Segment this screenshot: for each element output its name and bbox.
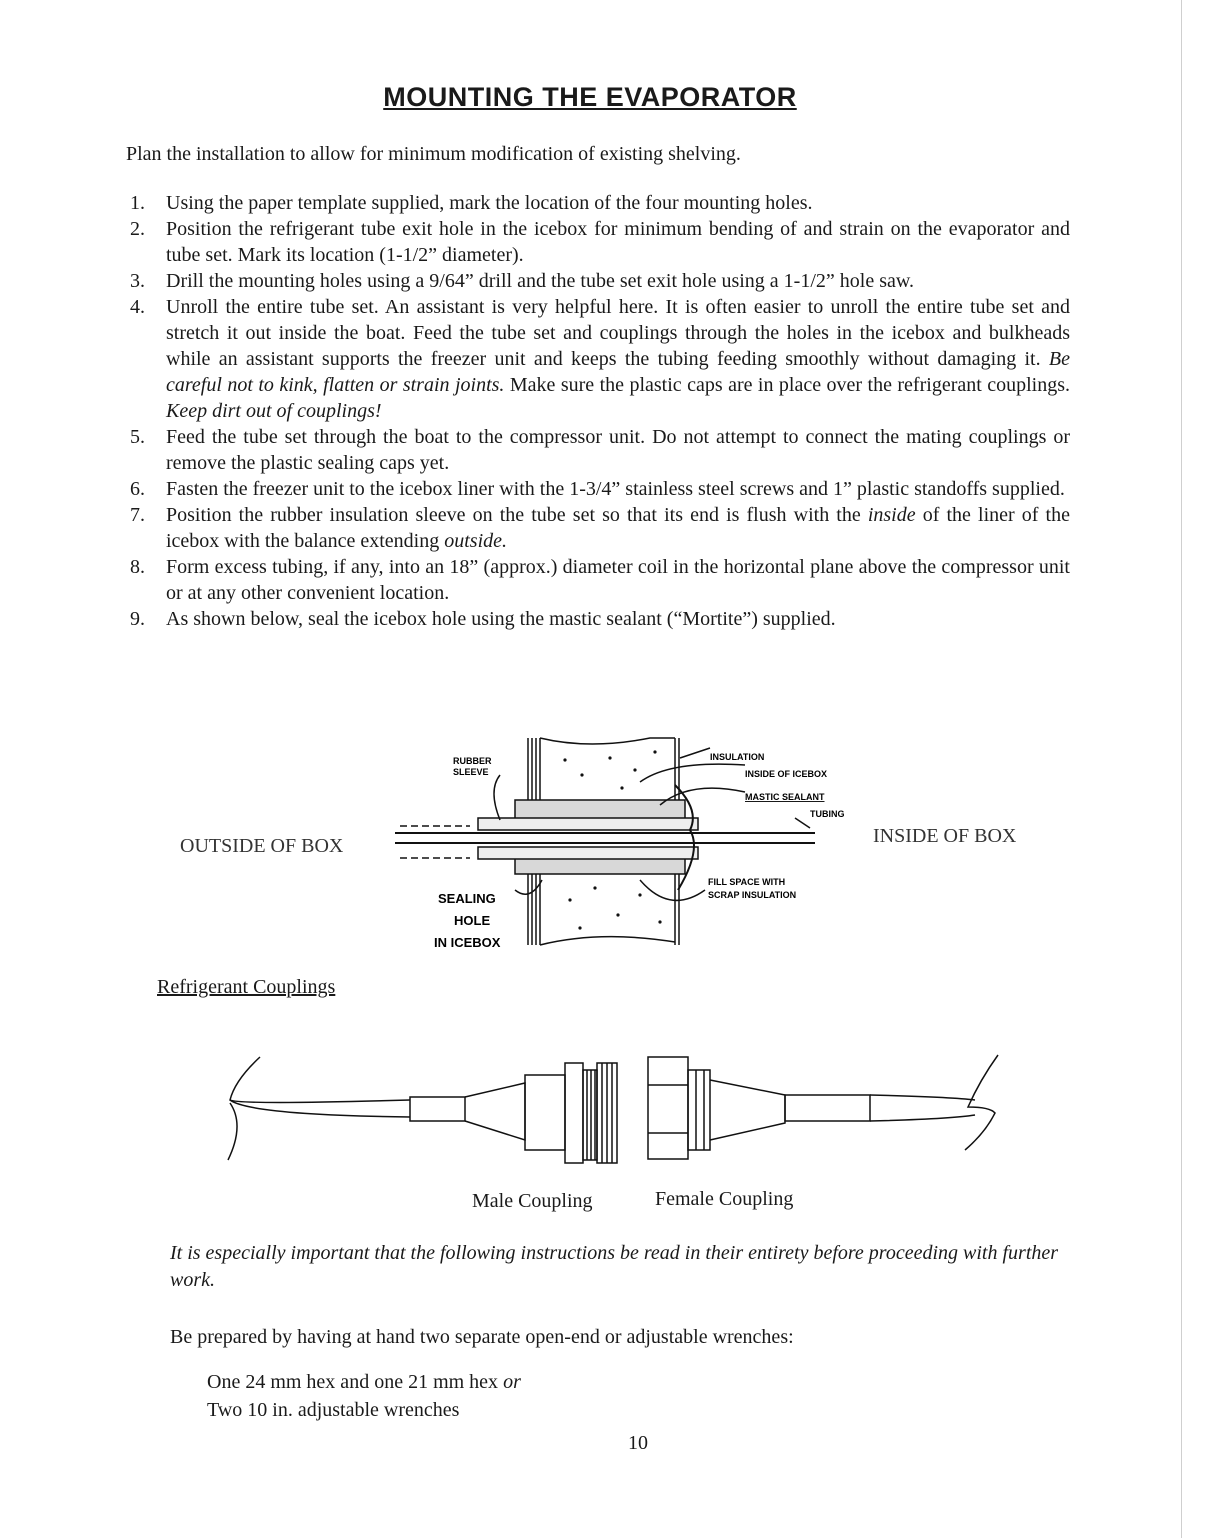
label-fill-space: FILL SPACE WITH — [708, 877, 786, 887]
label-outside-of-box: OUTSIDE OF BOX — [180, 835, 344, 857]
step-emphasis: inside — [867, 504, 916, 526]
coupling-diagram — [220, 1045, 1010, 1170]
label-rubber: RUBBER — [453, 756, 492, 766]
step-number: 3. — [130, 270, 145, 292]
step-text: As shown below, seal the icebox hole using the mastic sealant (“Mortite”) supplied. — [166, 608, 836, 630]
male-coupling-caption: Male Coupling — [472, 1190, 593, 1212]
step-number: 2. — [130, 218, 145, 240]
list-item — [130, 216, 1070, 268]
list-item — [130, 554, 1070, 606]
label-mastic: MASTIC SEALANT — [745, 792, 825, 802]
tool-item — [207, 1368, 521, 1396]
step-text: Position the refrigerant tube exit hole in the icebox for minimum bending of and strain on the evaporator and tube set. Mark its location (1-1/2” diameter). — [166, 218, 1070, 266]
tool-item-or: or — [503, 1371, 521, 1393]
step-number: 5. — [130, 426, 145, 448]
tool-list — [207, 1368, 521, 1424]
step-text-main: Unroll the entire tube set. An assistant is very helpful here. It is often easier to unroll the entire tube set and stretch it out inside the boat. Feed the tube set and couplings through the holes in the icebox and bulkheads while an assistant supports the freezer unit and keeps the tubing feeding smoothly without damaging it. — [166, 296, 1070, 370]
intro-paragraph: Plan the installation to allow for minimum modification of existing shelving. — [126, 143, 741, 165]
tool-item: Two 10 in. adjustable wrenches — [207, 1399, 460, 1421]
list-item — [130, 606, 1070, 632]
page-title: MOUNTING THE EVAPORATOR — [383, 82, 797, 112]
label-sleeve: SLEEVE — [453, 767, 489, 777]
female-coupling-caption: Female Coupling — [655, 1188, 794, 1210]
step-text — [166, 294, 1070, 424]
page-edge — [1181, 0, 1182, 1538]
step-text-main: Position the rubber insulation sleeve on the tube set so that its end is flush with the — [166, 504, 868, 526]
label-inside-of-box: INSIDE OF BOX — [873, 825, 1017, 847]
step-text: Fasten the freezer unit to the icebox liner with the 1-3/4” stainless steel screws and 1” plastic standoffs supplied. — [166, 478, 1065, 500]
seal-diagram — [170, 730, 1070, 960]
step-number: 1. — [130, 192, 145, 214]
label-sealing: SEALING — [438, 891, 496, 906]
page-number: 10 — [628, 1432, 648, 1454]
step-emphasis: Keep dirt out of couplings! — [166, 400, 382, 422]
label-inside-icebox: INSIDE OF ICEBOX — [745, 769, 828, 779]
list-item — [130, 268, 1070, 294]
step-text — [166, 502, 1070, 554]
list-item — [130, 502, 1070, 554]
list-item — [130, 190, 1070, 216]
step-text: Feed the tube set through the boat to the compressor unit. Do not attempt to connect the mating couplings or remove the plastic sealing caps yet. — [166, 426, 1070, 474]
step-emphasis: outside. — [444, 530, 508, 552]
step-text: Using the paper template supplied, mark the location of the four mounting holes. — [166, 192, 813, 214]
steps-list — [130, 190, 1070, 632]
step-number: 6. — [130, 478, 145, 500]
list-item — [130, 476, 1070, 502]
tool-item-text: One 24 mm hex and one 21 mm hex — [207, 1371, 504, 1393]
step-number: 4. — [130, 296, 145, 318]
label-scrap: SCRAP INSULATION — [708, 890, 797, 900]
step-text-mid: Make sure the plastic caps are in place over the refrigerant couplings. — [504, 374, 1070, 396]
label-hole: HOLE — [454, 913, 491, 928]
couplings-heading: Refrigerant Couplings — [157, 976, 336, 998]
prepare-text: Be prepared by having at hand two separate open-end or adjustable wrenches: — [170, 1326, 794, 1348]
step-text: Drill the mounting holes using a 9/64” drill and the tube set exit hole using a 1-1/2” hole saw. — [166, 270, 915, 292]
step-number: 8. — [130, 556, 145, 578]
list-item — [130, 294, 1070, 424]
step-text: Form excess tubing, if any, into an 18” (approx.) diameter coil in the horizontal plane above the compressor unit or at any other convenient location. — [166, 556, 1070, 604]
warning-text: It is especially important that the following instructions be read in their entirety before proceeding with further work. — [170, 1242, 1059, 1291]
label-insulation: INSULATION — [710, 752, 765, 762]
label-in-icebox: IN ICEBOX — [434, 935, 501, 950]
step-emphasis: Be careful not to kink, flatten or strain joints. — [166, 348, 1071, 396]
step-number: 7. — [130, 504, 145, 526]
step-number: 9. — [130, 608, 145, 630]
step-text-mid: of the liner of the icebox with the balance extending — [166, 504, 1070, 552]
list-item — [130, 424, 1070, 476]
label-tubing: TUBING — [810, 809, 845, 819]
